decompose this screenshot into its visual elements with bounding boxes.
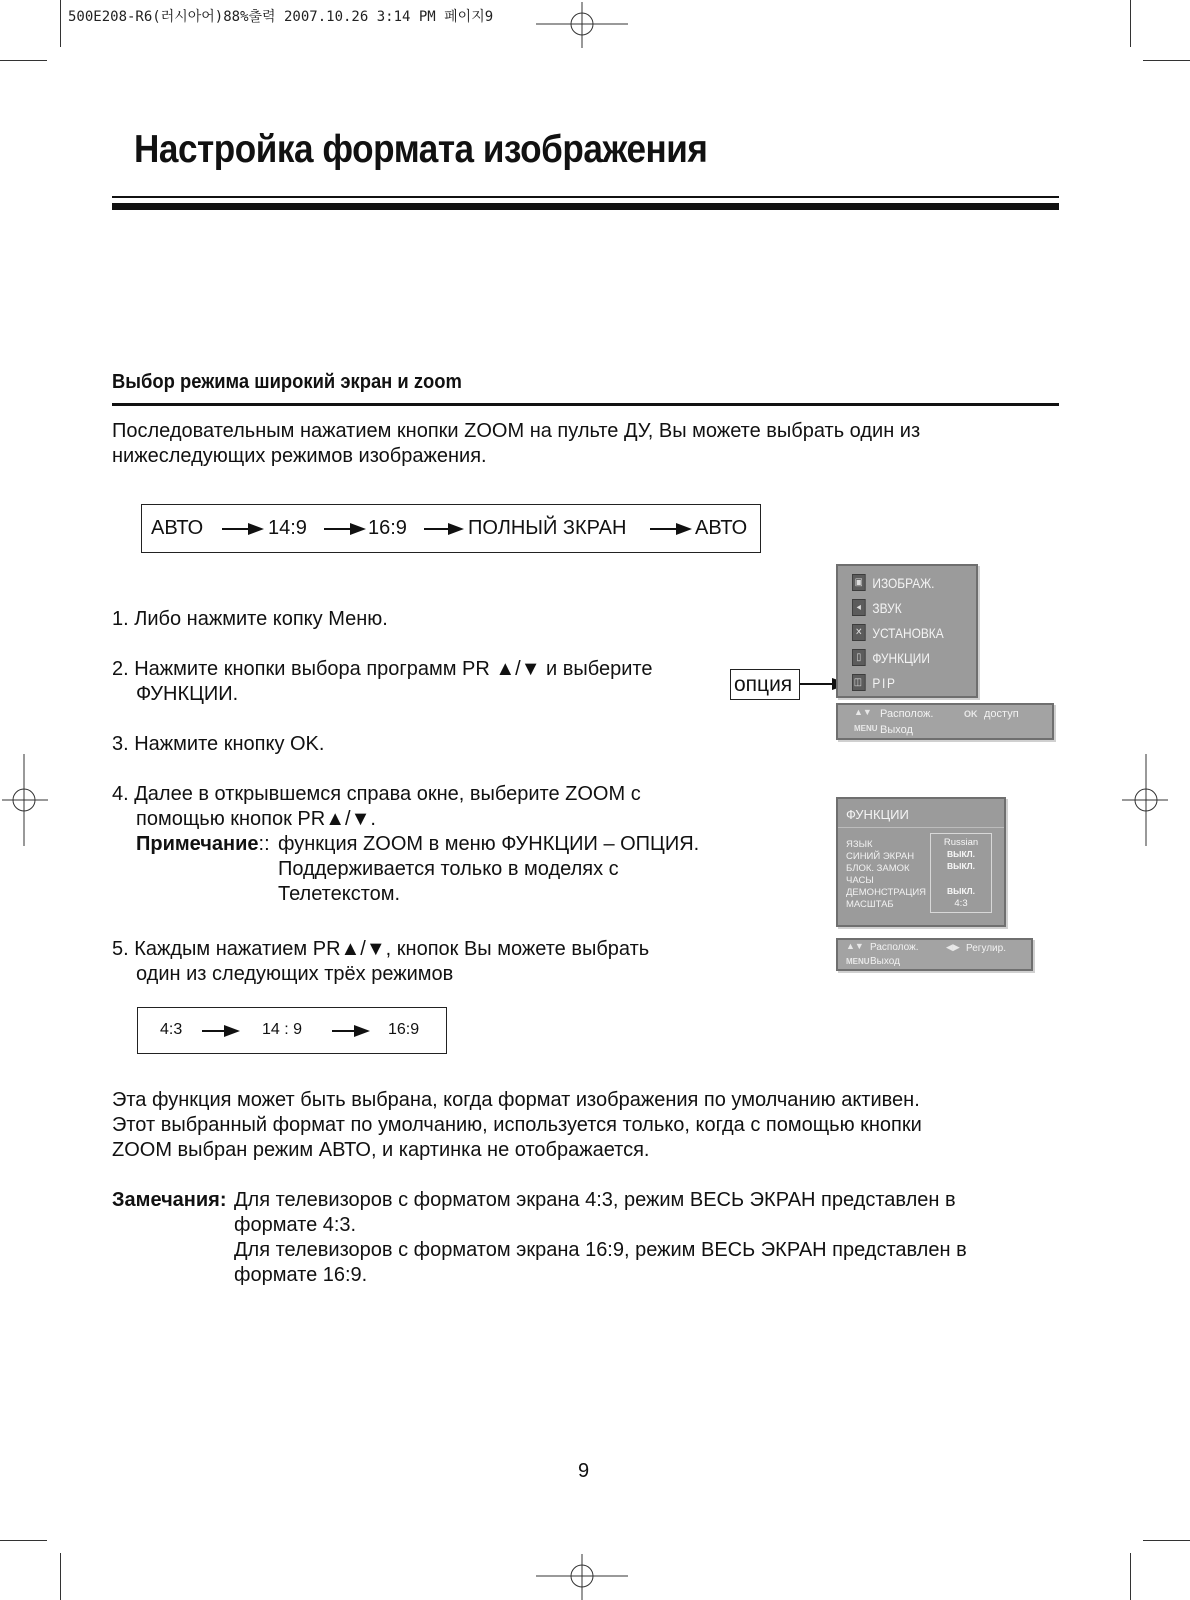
mode-16-9-b: 16:9 bbox=[388, 1021, 420, 1038]
arrow-right-icon bbox=[424, 523, 464, 535]
title-rule-thick bbox=[112, 203, 1059, 210]
mode-auto-1: АВТО bbox=[151, 517, 204, 539]
step-5-line-2: один из следующих трёх режимов bbox=[136, 963, 454, 985]
arrow-right-icon bbox=[324, 523, 366, 535]
pip-icon: ◫ bbox=[852, 674, 866, 691]
remarks-label: Замечания: bbox=[112, 1189, 227, 1211]
osd-functions-divider bbox=[838, 827, 1004, 828]
hint-move: Располож. bbox=[870, 942, 919, 953]
mode-14-9-b: 14 : 9 bbox=[262, 1021, 303, 1038]
registration-mark-left bbox=[2, 754, 48, 846]
note-separator: :: bbox=[258, 833, 270, 855]
hint-access: доступ bbox=[984, 708, 1019, 720]
osd-func-value-blue-screen: ВЫКЛ. bbox=[947, 849, 975, 859]
osd-main-hint-bar bbox=[836, 703, 1054, 740]
print-header: 500E208-R6(러시아어)88%출력 2007.10.26 3:14 PM 페이지9 bbox=[68, 9, 494, 25]
osd-func-value-language: Russian bbox=[943, 837, 979, 848]
mode-auto-2: АВТО bbox=[695, 517, 748, 539]
osd-func-row-language[interactable]: ЯЗЫК bbox=[846, 839, 873, 850]
osd-func-value-zoom: 4:3 bbox=[954, 898, 968, 909]
remote-icon: ▯ bbox=[852, 649, 866, 666]
step-4-line-1: 4. Далее в открывшемся справа окне, выберите ZOOM с bbox=[112, 783, 641, 805]
page-title: Настройка формата изображения bbox=[134, 128, 708, 171]
intro-line-1: Последовательным нажатием кнопки ZOOM на пульте ДУ, Вы можете выбрать один из bbox=[112, 420, 921, 442]
osd-func-value-lock: ВЫКЛ. bbox=[947, 861, 975, 871]
osd-functions-hint-bar bbox=[836, 938, 1033, 971]
registration-mark-right bbox=[1122, 754, 1168, 846]
mode-full-screen: ПОЛНЫЙ ЗКРАН bbox=[468, 517, 627, 539]
updown-keys-icon: ▲▼ bbox=[846, 941, 864, 951]
step-2-line-2: ФУНКЦИИ. bbox=[136, 683, 239, 705]
picture-icon: ▣ bbox=[852, 574, 866, 591]
arrow-right-icon bbox=[650, 523, 692, 535]
mode-4-3: 4:3 bbox=[160, 1021, 183, 1038]
step-3: 3. Нажмите кнопку OK. bbox=[112, 733, 325, 755]
remarks-line-1: Для телевизоров с форматом экрана 4:3, режим ВЕСЬ ЭКРАН представлен в bbox=[234, 1189, 956, 1211]
osd-func-row-blue-screen[interactable]: СИНИЙ ЭКРАН bbox=[846, 851, 915, 862]
summary-line-2: Этот выбранный формат по умолчанию, используется только, когда с помощью кнопки bbox=[112, 1114, 922, 1136]
hint-move: Располож. bbox=[880, 708, 934, 720]
antenna-icon: ✕ bbox=[852, 624, 866, 641]
arrow-right-icon bbox=[222, 523, 264, 535]
osd-func-row-clock[interactable]: ЧАСЫ bbox=[846, 875, 874, 886]
osd-menu-item-pip[interactable]: ◫ PIP bbox=[853, 674, 897, 691]
hint-exit: Выход bbox=[870, 956, 900, 967]
crop-mark bbox=[0, 60, 47, 61]
step-2-line-1: 2. Нажмите кнопки выбора программ PR ▲/▼ и выберите bbox=[112, 658, 653, 680]
crop-mark bbox=[1143, 60, 1190, 61]
speaker-icon: ◂ bbox=[852, 599, 866, 616]
remarks-line-2: формате 4:3. bbox=[234, 1214, 357, 1236]
note-text-1: функция ZOOM в меню ФУНКЦИИ – ОПЦИЯ. bbox=[278, 833, 700, 855]
menu-key-icon: MENU bbox=[846, 957, 870, 966]
remarks-line-3: Для телевизоров с форматом экрана 16:9, режим ВЕСЬ ЭКРАН представлен в bbox=[234, 1239, 967, 1261]
osd-functions-menu bbox=[836, 797, 1006, 927]
arrow-right-icon bbox=[202, 1025, 240, 1037]
section-title: Выбор режима широкий экран и zoom bbox=[112, 371, 462, 393]
leftright-keys-icon: ◀▶ bbox=[946, 942, 960, 952]
hint-adjust: Регулир. bbox=[966, 943, 1006, 954]
crop-mark bbox=[60, 1553, 61, 1600]
osd-functions-title: ФУНКЦИИ bbox=[846, 807, 909, 822]
note-text-2: Поддерживается только в моделях с bbox=[278, 858, 619, 880]
arrow-right-icon bbox=[332, 1025, 370, 1037]
osd-menu-item-picture[interactable]: ▣ ИЗОБРАЖ. bbox=[852, 574, 934, 591]
option-callout bbox=[730, 669, 800, 700]
mode-flow-box bbox=[141, 504, 761, 553]
osd-func-row-lock[interactable]: БЛОК. ЗАМОК bbox=[846, 863, 910, 874]
updown-keys-icon: ▲▼ bbox=[854, 707, 872, 717]
osd-menu-item-sound[interactable]: ◂ ЗВУК bbox=[852, 599, 902, 616]
intro-line-2: нижеследующих режимов изображения. bbox=[112, 445, 487, 467]
note-line-1 bbox=[136, 832, 270, 857]
section-rule bbox=[112, 403, 1059, 406]
page-number: 9 bbox=[578, 1460, 590, 1482]
registration-mark-bottom bbox=[536, 1554, 628, 1600]
step-1: 1. Либо нажмите копку Меню. bbox=[112, 608, 388, 630]
ok-key-icon: OK bbox=[964, 709, 978, 719]
osd-main-menu bbox=[836, 564, 978, 698]
crop-mark bbox=[60, 0, 61, 47]
note-label: Примечание bbox=[136, 833, 259, 855]
osd-menu-item-setup[interactable]: ✕ УСТАНОВКА bbox=[852, 624, 944, 641]
mode-16-9: 16:9 bbox=[368, 517, 407, 539]
osd-func-row-zoom[interactable]: МАСШТАБ bbox=[846, 899, 894, 910]
osd-func-row-demo[interactable]: ДЕМОНСТРАЦИЯ bbox=[846, 887, 927, 898]
osd-menu-item-functions[interactable]: ▯ ФУНКЦИИ bbox=[852, 649, 930, 666]
step-4-line-2: помощью кнопок PR▲/▼. bbox=[136, 808, 376, 830]
summary-line-3: ZOOM выбран режим АВТО, и картинка не отображается. bbox=[112, 1139, 650, 1161]
summary-line-1: Эта функция может быть выбрана, когда формат изображения по умолчанию активен. bbox=[112, 1089, 920, 1111]
osd-func-value-demo: ВЫКЛ. bbox=[947, 886, 975, 896]
crop-mark bbox=[1130, 0, 1131, 47]
crop-mark bbox=[1130, 1553, 1131, 1600]
step-5-line-1: 5. Каждым нажатием PR▲/▼, кнопок Вы можете выбрать bbox=[112, 938, 650, 960]
crop-mark bbox=[1143, 1540, 1190, 1541]
mode-flow-box-2 bbox=[137, 1007, 447, 1054]
note-text-3: Телетекстом. bbox=[278, 883, 401, 905]
remarks-line-4: формате 16:9. bbox=[234, 1264, 368, 1286]
option-callout-label: опция bbox=[734, 673, 793, 696]
registration-mark-top bbox=[536, 2, 628, 48]
mode-14-9: 14:9 bbox=[268, 517, 307, 539]
crop-mark bbox=[0, 1540, 47, 1541]
title-rule-thin bbox=[112, 196, 1059, 198]
menu-key-icon: MENU bbox=[854, 724, 878, 733]
hint-exit: Выход bbox=[880, 724, 913, 736]
